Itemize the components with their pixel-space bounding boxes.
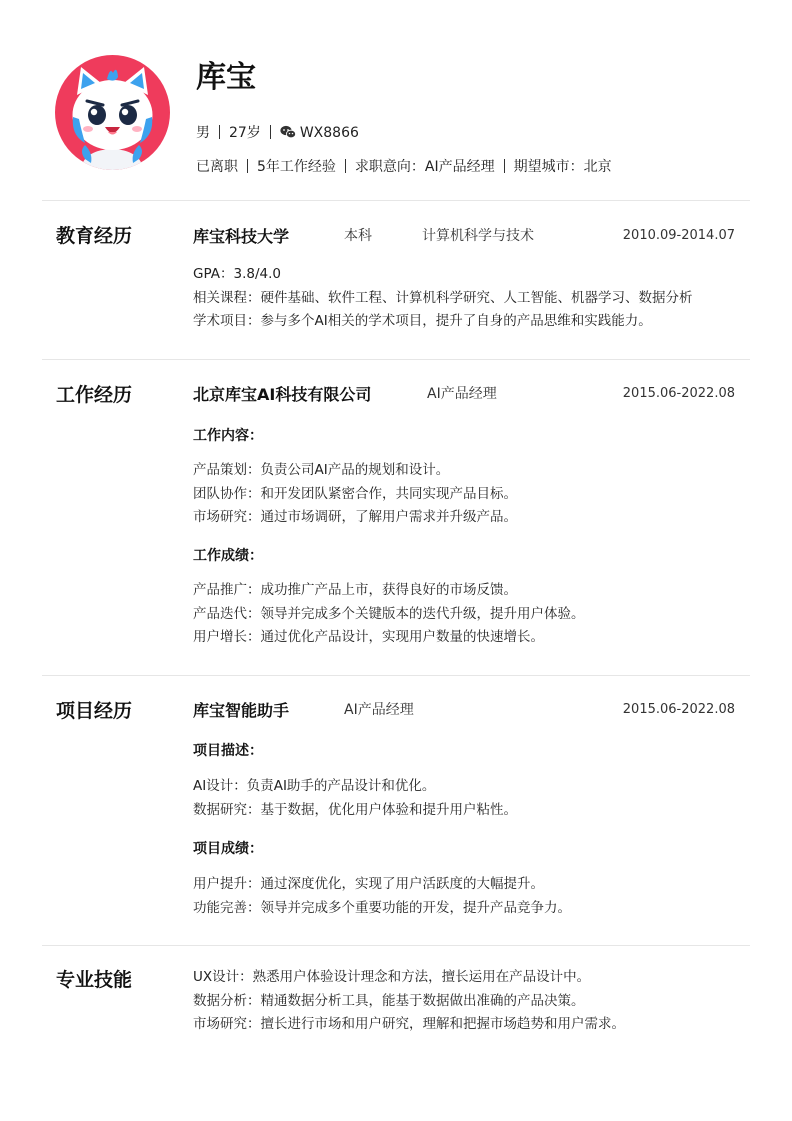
skills-list bbox=[193, 966, 625, 1037]
project-role: AI产品经理 bbox=[344, 702, 414, 718]
list-item: AI设计：负责AI助手的产品设计和优化。 bbox=[193, 778, 436, 794]
list-item: 功能完善：领导并完成多个重要功能的开发，提升产品竞争力。 bbox=[193, 899, 571, 916]
employment-status: 已离职 bbox=[196, 159, 238, 175]
wechat-icon bbox=[280, 125, 296, 139]
list-item: 团队协作：和开发团队紧密合作，共同实现产品目标。 bbox=[193, 485, 517, 502]
separator bbox=[219, 125, 220, 139]
education-details bbox=[193, 263, 693, 334]
list-item: 数据研究：基于数据，优化用户体验和提升用户粘性。 bbox=[193, 801, 517, 818]
skills-section-title: 专业技能 bbox=[56, 969, 133, 991]
job-intent: 求职意向：AI产品经理 bbox=[354, 159, 495, 175]
age: 27岁 bbox=[229, 125, 261, 141]
work-content-title: 工作内容： bbox=[193, 428, 263, 444]
list-item: 市场研究：通过市场调研，了解用户需求并升级产品。 bbox=[193, 509, 517, 525]
list-item: GPA：3.8/4.0 bbox=[193, 266, 281, 282]
divider bbox=[42, 675, 750, 676]
project-date: 2015.06-2022.08 bbox=[622, 702, 735, 717]
list-item: UX设计：熟悉用户体验设计理念和方法，擅长运用在产品设计中。 bbox=[193, 969, 591, 985]
work-role: AI产品经理 bbox=[427, 386, 497, 402]
separator bbox=[504, 159, 505, 173]
project-section-title: 项目经历 bbox=[56, 700, 133, 722]
expected-city: 期望城市：北京 bbox=[513, 159, 612, 175]
separator bbox=[270, 125, 271, 139]
project-desc-list bbox=[193, 775, 517, 822]
list-item: 用户增长：通过优化产品设计，实现用户数量的快速增长。 bbox=[193, 629, 544, 645]
separator bbox=[247, 159, 248, 173]
list-item: 数据分析：精通数据分析工具，能基于数据做出准确的产品决策。 bbox=[193, 992, 585, 1009]
list-item: 相关课程：硬件基础、软件工程、计算机科学研究、人工智能、机器学习、数据分析 bbox=[193, 289, 693, 306]
list-item: 产品推广：成功推广产品上市，获得良好的市场反馈。 bbox=[193, 582, 517, 598]
work-section-title: 工作经历 bbox=[56, 384, 133, 406]
work-experience-years: 5年工作经验 bbox=[257, 159, 336, 175]
project-desc-title: 项目描述： bbox=[193, 743, 263, 759]
list-item: 市场研究：擅长进行市场和用户研究，理解和把握市场趋势和用户需求。 bbox=[193, 1016, 625, 1032]
divider bbox=[42, 359, 750, 360]
work-content-list bbox=[193, 459, 517, 530]
list-item: 产品策划：负责公司AI产品的规划和设计。 bbox=[193, 462, 450, 478]
gender: 男 bbox=[196, 125, 210, 141]
candidate-name: 库宝 bbox=[196, 60, 256, 95]
list-item: 学术项目：参与多个AI相关的学术项目，提升了自身的产品思维和实践能力。 bbox=[193, 313, 652, 329]
project-name: 库宝智能助手 bbox=[193, 701, 290, 720]
company-name: 北京库宝AI科技有限公司 bbox=[193, 385, 372, 404]
education-date: 2010.09-2014.07 bbox=[622, 228, 735, 243]
education-section-title: 教育经历 bbox=[56, 225, 133, 247]
divider bbox=[42, 945, 750, 946]
list-item: 产品迭代：领导并完成多个关键版本的迭代升级，提升用户体验。 bbox=[193, 605, 585, 622]
job-intent-info bbox=[196, 157, 612, 177]
list-item: 用户提升：通过深度优化，实现了用户活跃度的大幅提升。 bbox=[193, 876, 544, 892]
school-name: 库宝科技大学 bbox=[193, 227, 290, 246]
degree: 本科 bbox=[344, 228, 372, 244]
work-results-list bbox=[193, 579, 585, 650]
major: 计算机科学与技术 bbox=[422, 228, 534, 244]
mascot-cat-icon bbox=[55, 55, 170, 170]
divider bbox=[42, 200, 750, 201]
work-results-title: 工作成绩： bbox=[193, 548, 263, 564]
basic-info bbox=[196, 123, 359, 143]
project-results-list bbox=[193, 873, 571, 920]
project-results-title: 项目成绩： bbox=[193, 841, 263, 857]
avatar bbox=[55, 55, 170, 170]
separator bbox=[345, 159, 346, 173]
work-date: 2015.06-2022.08 bbox=[622, 386, 735, 401]
wechat-id: WX8866 bbox=[299, 125, 359, 141]
